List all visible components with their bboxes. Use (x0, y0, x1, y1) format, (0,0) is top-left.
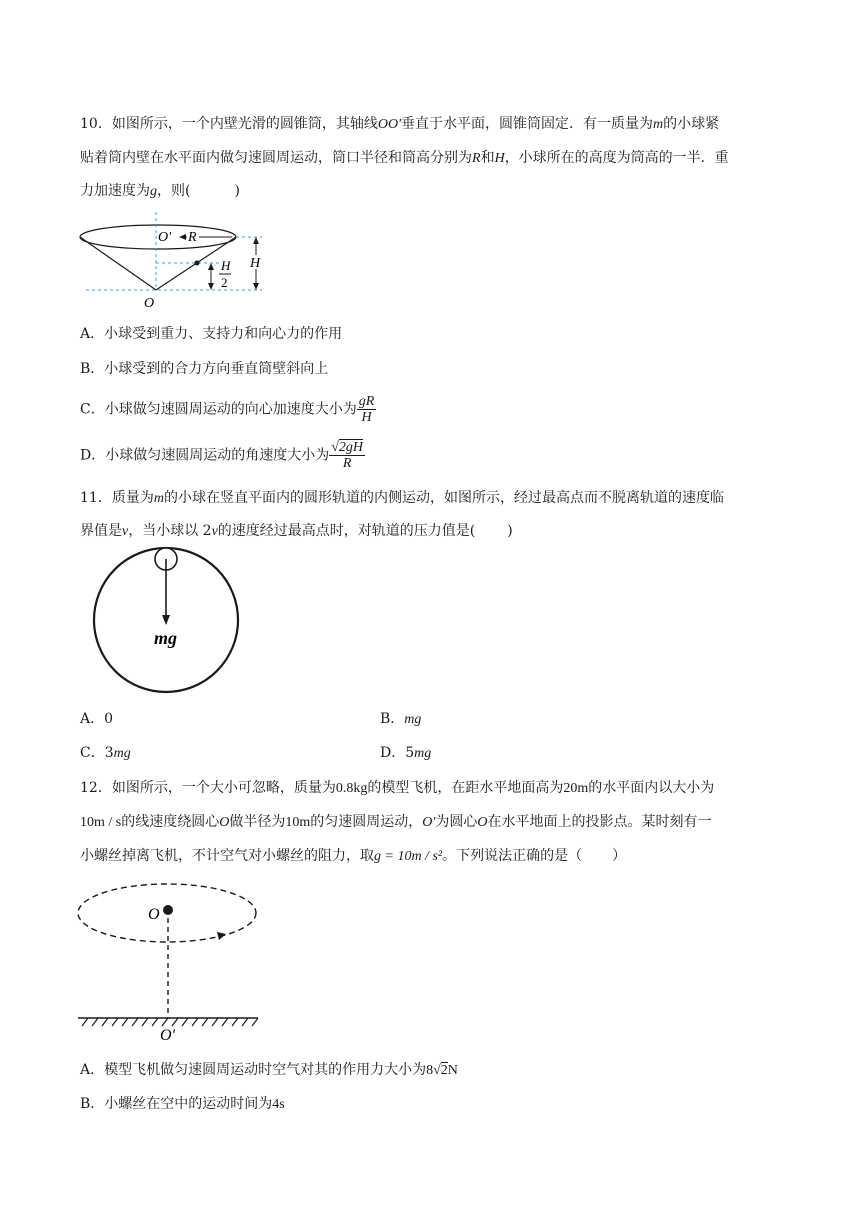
q11-velocity-symbol: v (122, 524, 129, 539)
q11-text: 的速度经过最高点时，对轨道的压力值是( (217, 523, 476, 539)
q12-time-value: 4s (272, 1097, 285, 1112)
q12-text: ） (612, 848, 627, 864)
q10-text: ，则( (157, 183, 191, 199)
loop-track-figure (90, 545, 250, 695)
q12-center-symbol: O (219, 815, 230, 830)
q10-option-d-text: D．小球做匀速圆周运动的角速度大小为 (80, 447, 330, 464)
half-height-arrow-up-icon (208, 263, 214, 270)
q10-option-d (80, 440, 365, 471)
q12-unit: N (447, 1063, 458, 1078)
label-o-prime: O' (160, 1027, 175, 1044)
q10-option-a: A．小球受到重力、支持力和向心力的作用 (80, 326, 343, 342)
q10-height-symbol: H (494, 151, 505, 166)
label-half-h-den: 2 (221, 275, 228, 290)
q11-text: 的小球在竖直平面内的圆形轨道的内侧运动，如图所示，经过最高点而不脱离轨道的速度临 (163, 490, 724, 506)
q11-text: ，当小球以 2 (128, 523, 212, 539)
q10-line2 (80, 148, 729, 169)
q12-mass-value: 0.8kg (335, 781, 368, 796)
q10-option-c-fraction (357, 394, 377, 425)
q12-text: 小螺丝掉离飞机，不计空气对小螺丝的阻力，取 (80, 848, 374, 864)
q11-option-value: mg (404, 712, 422, 727)
q10-axis-label: OO' (377, 117, 402, 132)
q11-option-value: mg (414, 746, 432, 761)
q11-option-a: A．0 (80, 711, 114, 727)
arrow-down-icon (162, 615, 170, 625)
frac-numerator: √2gH (331, 440, 364, 455)
q12-text: 的模型飞机，在距水平地面高为 (367, 780, 564, 796)
q12-coefficient: 8 (426, 1063, 434, 1078)
q11-text: ) (507, 523, 513, 539)
q10-option-c-text: C．小球做匀速圆周运动的向心加速度大小为 (80, 401, 357, 418)
q11-option-d (380, 743, 431, 764)
q10-text: 的小球紧 (663, 116, 720, 132)
q10-text: 10．如图所示，一个内壁光滑的圆锥筒，其轴线 (80, 116, 378, 132)
q10-text: 和 (480, 150, 495, 166)
ball (195, 261, 200, 266)
q10-text: 垂直于水平面，圆锥筒固定．有一质量为 (401, 116, 654, 132)
direction-arrow-icon (217, 932, 226, 940)
q10-option-b: B．小球受到的合力方向垂直筒壁斜向上 (80, 361, 329, 377)
q10-line3 (80, 181, 240, 202)
q11-text: 11．质量为 (80, 490, 154, 506)
q10-text: 力加速度为 (80, 183, 150, 199)
q12-option-a: A．模型飞机做匀速圆周运动时空气对其的作用力大小为8√2N (80, 1062, 458, 1078)
ground-hatching (82, 1018, 258, 1026)
q10-radius-symbol: R (472, 151, 481, 166)
label-mg: mg (154, 628, 178, 648)
q12-line2 (80, 812, 711, 833)
q11-line2 (80, 521, 513, 542)
q10-text: ) (234, 183, 240, 199)
q12-height-value: 20m (563, 781, 589, 796)
q12-line1 (80, 778, 714, 799)
cone-figure (76, 208, 276, 314)
cone-side-left (80, 237, 156, 290)
sqrt-radicand: 2gH (338, 440, 364, 455)
half-height-arrow-down-icon (208, 283, 214, 290)
q10-option-d-fraction (329, 440, 365, 471)
q12-text: 12．如图所示，一个大小可忽略，质量为 (80, 780, 336, 796)
q12-speed-value: 10m / s (80, 815, 122, 830)
q11-text: 界值是 (80, 523, 122, 539)
q12-option-b-text: B．小螺丝在空中的运动时间为 (80, 1096, 273, 1112)
q12-gravity-value: g = 10m / s² (374, 849, 443, 864)
frac-numerator: gR (358, 394, 375, 409)
q12-center-symbol: O (477, 815, 488, 830)
label-h: H (250, 256, 261, 271)
q11-option-b (380, 709, 421, 730)
q12-text: 的线速度绕圆心 (121, 814, 220, 830)
q12-text: 的匀速圆周运动， (310, 814, 423, 830)
q10-text: 贴着筒内壁在水平面内做匀速圆周运动，筒口半径和筒高分别为 (80, 150, 472, 166)
q12-projection-symbol: O' (422, 815, 436, 830)
q12-text: 的水平面内以大小为 (588, 780, 715, 796)
q10-option-c (80, 394, 376, 425)
model-plane-figure (76, 880, 266, 1046)
frac-denominator: R (342, 456, 352, 471)
label-o-prime: O' (158, 230, 172, 245)
q11-mass-symbol: m (153, 491, 164, 506)
q12-option-b (80, 1094, 285, 1115)
q12-text: 做半径为 (229, 814, 286, 830)
q12-line3 (80, 846, 626, 867)
label-r: R (188, 230, 197, 245)
q11-option-label: B． (380, 711, 405, 727)
q11-option-c (80, 743, 131, 764)
q10-gravity-symbol: g (150, 184, 157, 199)
frac-denominator: H (361, 410, 372, 425)
height-arrow-down-icon (253, 283, 259, 290)
center-point (163, 905, 173, 915)
label-o: O (144, 296, 155, 311)
q12-text: 为圆心 (435, 814, 478, 830)
q12-option-a-text: A．模型飞机做匀速圆周运动时空气对其的作用力大小为 (80, 1062, 427, 1078)
q10-mass-symbol: m (653, 117, 664, 132)
q12-text: 在水平地面上的投影点。某时刻有一 (487, 814, 712, 830)
height-arrow-up-icon (253, 237, 259, 244)
q11-velocity-symbol: v (211, 524, 218, 539)
q10-text: ，小球所在的高度为筒高的一半．重 (504, 150, 729, 166)
label-half-h-num: H (221, 258, 231, 273)
q11-line1 (80, 488, 724, 509)
q12-radicand: 2 (440, 1063, 448, 1078)
q11-option-label: D．5 (380, 745, 415, 761)
q12-radius-value: 10m (285, 815, 311, 830)
q11-option-value: mg (113, 746, 131, 761)
q10-line1 (80, 114, 719, 135)
radius-arrow-icon (179, 234, 186, 240)
label-o: O (148, 906, 160, 923)
q12-text: 。下列说法正确的是（ (442, 848, 583, 864)
q11-option-label: C．3 (80, 745, 114, 761)
